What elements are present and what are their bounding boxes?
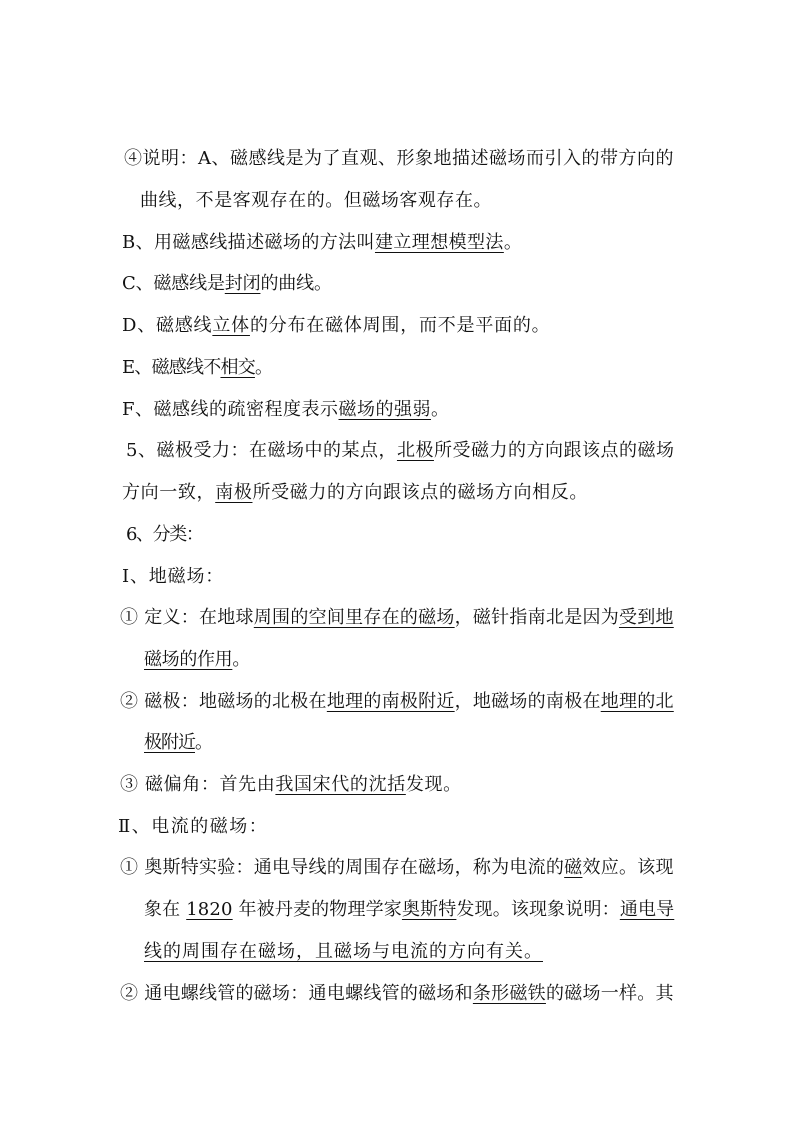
- text-segment: ，磁针指南北是因为: [454, 607, 619, 628]
- text-segment: C、磁感线是: [122, 273, 225, 294]
- text-line: [144, 648, 250, 672]
- text-line: [120, 856, 674, 880]
- text-line: [144, 731, 212, 755]
- text-line: [122, 565, 224, 589]
- text-line: [126, 439, 674, 463]
- text-segment: 。: [254, 357, 273, 378]
- text-line: [120, 982, 674, 1006]
- text-line: [120, 690, 674, 714]
- text-segment: 。: [503, 232, 523, 253]
- text-segment: ① 奥斯特实验：通电导线的周围存在磁场，称为电流的: [120, 857, 565, 878]
- text-segment: ，地磁场的南极在: [454, 691, 601, 712]
- underlined-answer: 磁场的强弱: [338, 399, 431, 420]
- text-line: [122, 356, 272, 380]
- text-segment: 方向一致，: [122, 482, 216, 503]
- text-segment: ④说明：A、磁感线是为了直观、形象地描述磁场而引入的带方向的: [124, 148, 674, 169]
- underlined-answer: 北极: [396, 440, 434, 461]
- text-segment: ① 定义：在地球: [120, 607, 254, 628]
- underlined-answer: 奥斯特: [401, 899, 457, 920]
- text-segment: 象在: [144, 899, 187, 920]
- text-line: [118, 815, 268, 839]
- text-segment: E、磁感线不: [122, 357, 221, 378]
- underlined-answer: 南极: [215, 482, 253, 503]
- text-segment: 5、磁极受力：在磁场中的某点，: [126, 440, 397, 461]
- text-segment: 年被丹麦的物理学家: [232, 899, 402, 920]
- text-segment: 发现。: [405, 774, 462, 795]
- text-segment: 。: [232, 649, 251, 670]
- text-line: [122, 272, 332, 296]
- underlined-answer: 相交: [220, 357, 255, 378]
- text-segment: 的曲线。: [260, 273, 332, 294]
- text-segment: 所受磁力的方向跟该点的磁场: [433, 440, 675, 461]
- underlined-answer: 磁场的作用: [144, 649, 233, 670]
- underlined-answer: 建立理想模型法: [374, 232, 504, 253]
- underlined-answer: 地理的南极附近: [326, 691, 455, 712]
- text-segment: 。: [195, 732, 212, 753]
- text-segment: 效应。该现: [582, 857, 674, 878]
- text-line: [120, 606, 674, 630]
- underlined-answer: 地理的北: [600, 691, 674, 712]
- text-segment: 所受磁力的方向跟该点的磁场方向相反。: [252, 482, 589, 503]
- text-segment: 曲线，不是客观存在的。但磁场客观存在。: [140, 190, 492, 211]
- text-line: [122, 481, 588, 505]
- text-line: [122, 231, 522, 255]
- underlined-answer: 我国宋代的沈括: [275, 774, 406, 795]
- text-segment: ② 磁极：地磁场的北极在: [120, 691, 327, 712]
- underlined-answer: 受到地: [618, 607, 674, 628]
- text-segment: D、磁感线: [122, 315, 213, 336]
- underlined-answer: 磁: [564, 857, 583, 878]
- text-segment: ② 通电螺线管的磁场：通电螺线管的磁场和: [120, 983, 473, 1004]
- underlined-answer: 封闭: [224, 273, 261, 294]
- text-segment: 发现。该现象说明：: [456, 899, 620, 920]
- text-segment: 。: [431, 399, 450, 420]
- text-line: [120, 773, 462, 797]
- underlined-answer: 立体: [212, 315, 250, 336]
- text-line: [144, 940, 543, 964]
- underlined-answer: 通电导: [619, 899, 675, 920]
- text-line: [122, 314, 550, 338]
- underlined-answer: 周围的空间里存在的磁场: [253, 607, 455, 628]
- text-segment: ③ 磁偏角：首先由: [120, 774, 276, 795]
- underlined-answer: 条形磁铁: [472, 983, 546, 1004]
- text-segment: F、磁感线的疏密程度表示: [122, 399, 339, 420]
- underlined-answer: 极附近: [144, 732, 195, 753]
- underlined-answer: 1820: [186, 899, 233, 920]
- text-line: [140, 189, 492, 213]
- text-segment: Ⅱ、电流的磁场：: [118, 816, 269, 837]
- underlined-answer: 线的周围存在磁场，且磁场与电流的方向有关。: [144, 941, 543, 962]
- text-segment: Ⅰ、地磁场：: [122, 566, 225, 587]
- text-segment: 的磁场一样。其: [545, 983, 674, 1004]
- text-line: [124, 147, 674, 171]
- text-line: [126, 523, 202, 547]
- text-segment: 6、分类：: [126, 524, 203, 545]
- text-segment: B、用磁感线描述磁场的方法叫: [122, 232, 375, 253]
- text-line: [122, 398, 450, 422]
- text-segment: 的分布在磁体周围，而不是平面的。: [249, 315, 551, 336]
- text-line: [144, 898, 674, 922]
